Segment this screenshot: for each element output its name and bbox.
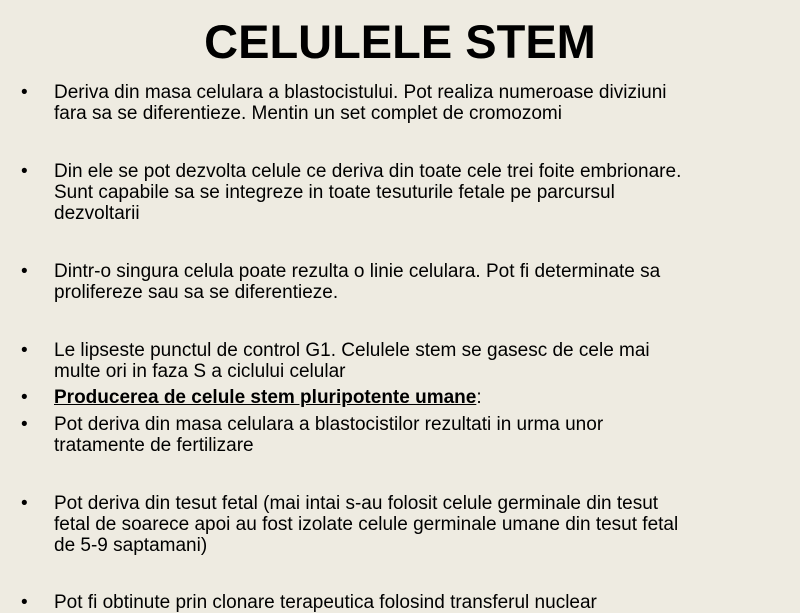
bullet-text: Din ele se pot dezvolta celule ce deriva din toate cele trei foite embrionare. Sunt capabile sa se integreze in toate tesuturile fetale pe parcursul dezvoltarii <box>54 161 682 224</box>
bullet-text: Dintr-o singura celula poate rezulta o linie celulara. Pot fi determinate sa prolifereze sau sa se diferentieze. <box>54 261 661 303</box>
bullet-text: Pot deriva din tesut fetal (mai intai s-au folosit celule germinale din tesut fetal de soarece apoi au fost izolate celule germinale umane din tesut fetal de 5-9 saptamani) <box>54 493 679 556</box>
bullet-dot: • <box>21 340 28 361</box>
slide-title: CELULELE STEM <box>204 15 596 68</box>
bullet-text: Deriva din masa celulara a blastocistului. Pot realiza numeroase diviziuni fara sa se diferentieze. Mentin un set complet de cromozomi <box>54 82 667 124</box>
bullet-dot: • <box>21 161 28 182</box>
bullet-text: Pot fi obtinute prin clonare terapeutica folosind transferul nuclear <box>54 592 597 613</box>
bullet-dot: • <box>21 414 28 435</box>
bullet-dot: • <box>21 387 28 408</box>
bullet-text: Le lipseste punctul de control G1. Celulele stem se gasesc de cele mai multe ori in faza S a ciclului celular <box>54 340 650 382</box>
bullet-text: Pot deriva din masa celulara a blastocistilor rezultati in urma unor tratamente de fertilizare <box>54 414 604 456</box>
bullet-dot: • <box>21 261 28 282</box>
bullet-dot: • <box>21 493 28 514</box>
bullet-dot: • <box>21 82 28 103</box>
bullet-heading-line <box>54 387 794 408</box>
bullet-heading-suffix: : <box>476 387 482 408</box>
bullet-dot: • <box>21 592 28 613</box>
bullet-heading: Producerea de celule stem pluripotente umane <box>54 387 477 408</box>
